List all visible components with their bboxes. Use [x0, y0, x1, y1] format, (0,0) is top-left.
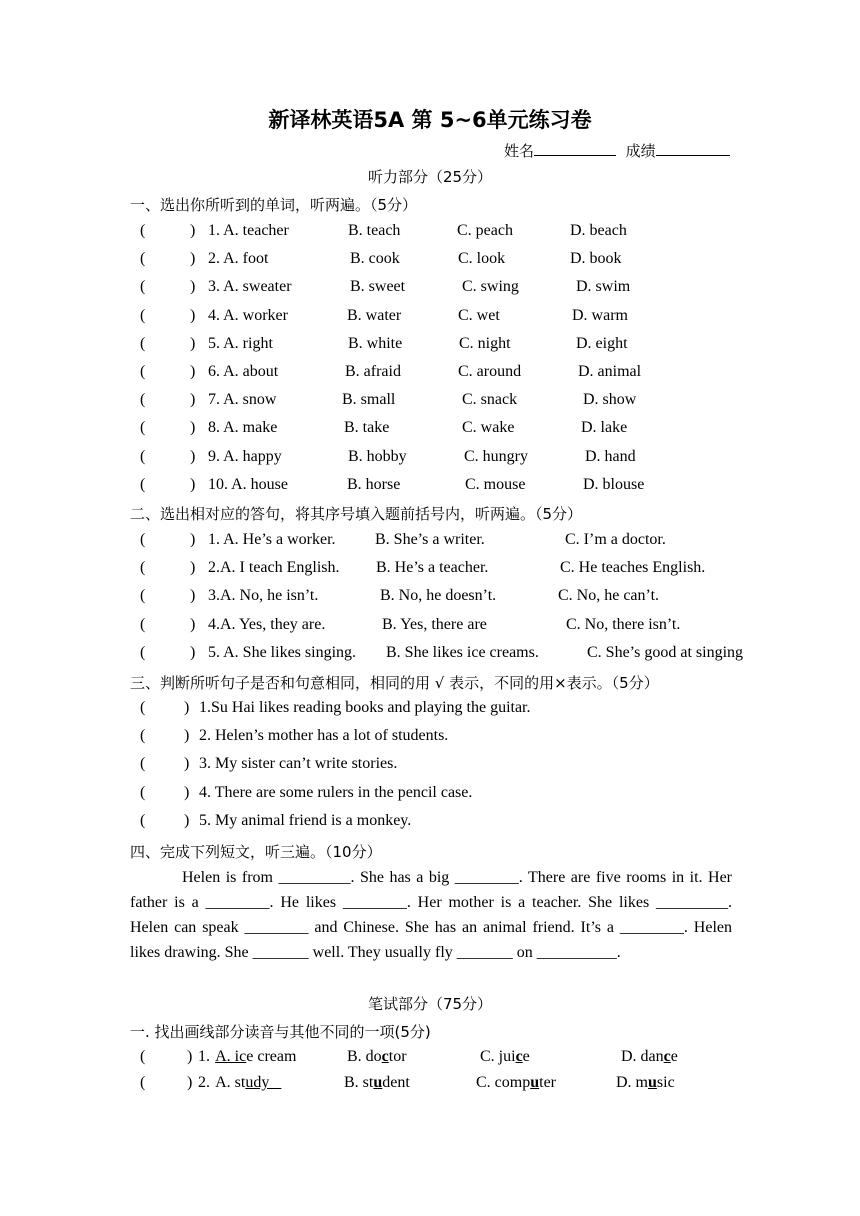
option-c: C. wet — [458, 306, 500, 324]
answer-paren-open[interactable]: ( — [140, 1074, 146, 1091]
answer-paren-close: ) — [190, 278, 196, 296]
option-c: C. peach — [457, 222, 513, 239]
answer-paren-close: ) — [190, 250, 196, 268]
option-b: B. small — [342, 391, 396, 409]
answer-paren-open[interactable]: ( — [140, 783, 146, 801]
answer-paren-open[interactable]: ( — [140, 419, 146, 437]
answer-paren-open[interactable]: ( — [140, 559, 146, 577]
underlined-letters: u — [373, 1074, 383, 1091]
score-blank[interactable] — [656, 141, 730, 156]
option-d: D. swim — [576, 278, 631, 296]
option-c: C. No, there isn’t. — [566, 615, 681, 633]
option-d: D. beach — [570, 222, 627, 239]
option-b: B. horse — [347, 475, 401, 493]
option-text: sic — [656, 1074, 675, 1091]
part3-row — [140, 755, 860, 779]
written-part1-row — [140, 1048, 860, 1072]
option-b: B. She likes ice creams. — [386, 643, 539, 661]
part1-row — [140, 335, 860, 359]
option-c: C. hungry — [464, 447, 528, 465]
option-text: C. jui — [480, 1048, 516, 1065]
answer-paren-close: ) — [190, 643, 196, 661]
option-c: C. He teaches English. — [560, 559, 706, 577]
written-part1-row — [140, 1074, 860, 1098]
option-b: B. She’s a writer. — [375, 531, 485, 548]
underlined-letters: udy — [245, 1074, 282, 1091]
answer-paren-close: ) — [190, 531, 196, 548]
answer-paren-close: ) — [190, 363, 196, 380]
answer-paren-open[interactable]: ( — [140, 363, 146, 380]
answer-paren-open[interactable]: ( — [140, 475, 146, 493]
part4-passage: Helen is from _________. She has a big ________. There are five rooms in it. Her father is a ________. He likes ________. Her mother is a teacher. She likes _________. Helen can speak ________ and Chinese. She has an animal friend. It’s a ________. Helen likes drawing. She _______ well. They usually fly _______ on __________. — [130, 869, 732, 961]
option-text: ter — [539, 1074, 556, 1091]
option-b: B. afraid — [345, 363, 401, 380]
answer-paren-close: ) — [190, 222, 196, 239]
statement: 2. Helen’s mother has a lot of students. — [199, 727, 449, 745]
answer-paren-open[interactable]: ( — [140, 643, 146, 661]
answer-paren-open[interactable]: ( — [140, 615, 146, 633]
part3-row — [140, 727, 860, 751]
option-c: C. She’s good at singing — [587, 643, 744, 661]
option-c: C. wake — [462, 419, 515, 437]
part3-row — [140, 699, 860, 723]
answer-paren-open[interactable]: ( — [140, 755, 146, 773]
option-a — [212, 1048, 296, 1066]
option-d: D. book — [570, 250, 622, 268]
option-a: 1. A. teacher — [208, 222, 289, 239]
option-a: 9. A. happy — [208, 447, 282, 465]
answer-paren-open[interactable]: ( — [140, 727, 146, 745]
part2-row — [140, 531, 860, 555]
part1-row — [140, 250, 860, 274]
option-b: B. hobby — [348, 447, 407, 465]
answer-paren-open[interactable]: ( — [140, 447, 146, 465]
statement: 1.Su Hai likes reading books and playing the guitar. — [199, 699, 531, 716]
option-d — [616, 1074, 675, 1092]
option-text: dent — [382, 1074, 410, 1091]
option-b: B. take — [344, 419, 390, 437]
answer-paren-close: ) — [190, 306, 196, 324]
answer-paren-close: ) — [190, 447, 196, 465]
statement: 4. There are some rulers in the pencil case. — [199, 783, 473, 801]
answer-paren-close: ) — [190, 559, 196, 577]
option-text: C. comp — [476, 1074, 531, 1091]
underlined-letters: c — [663, 1048, 671, 1065]
answer-paren-open[interactable]: ( — [140, 222, 146, 239]
option-c — [480, 1048, 530, 1066]
option-d: D. eight — [576, 334, 628, 352]
option-d — [621, 1048, 678, 1066]
option-b: B. cook — [350, 250, 400, 268]
part1-row — [140, 363, 860, 387]
part1-row — [140, 448, 860, 472]
option-c: C. snack — [462, 391, 518, 409]
option-a: 8. A. make — [208, 419, 278, 437]
underlined-letters: c — [381, 1048, 389, 1065]
part4-heading: 四、完成下列短文，听三遍。（10分） — [130, 843, 382, 861]
option-b: B. white — [348, 334, 403, 352]
answer-paren-open[interactable]: ( — [140, 391, 146, 409]
option-a — [212, 1074, 281, 1092]
answer-paren-open[interactable]: ( — [140, 306, 146, 324]
part1-heading: 一、选出你所听到的单词，听两遍。（5分） — [130, 196, 418, 214]
score-label: 成绩 — [625, 142, 656, 160]
option-b: B. No, he doesn’t. — [380, 587, 497, 605]
underlined-letters: u — [530, 1074, 540, 1091]
page-title: 新译林英语5A 第 5~6单元练习卷 — [268, 108, 592, 132]
underlined-letters: c — [515, 1048, 523, 1065]
answer-paren-close: ) — [190, 615, 196, 633]
option-c: C. night — [459, 334, 511, 352]
part1-row — [140, 307, 860, 331]
option-d: D. show — [583, 391, 637, 409]
option-c: C. look — [458, 250, 506, 268]
answer-paren-close: ) — [190, 419, 196, 437]
option-a: 5. A. She likes singing. — [208, 643, 357, 661]
option-b: B. teach — [348, 222, 401, 239]
answer-paren-open[interactable]: ( — [140, 531, 146, 548]
option-a: 5. A. right — [208, 334, 273, 352]
part3-row — [140, 784, 860, 808]
part2-row — [140, 587, 860, 611]
option-a: 2.A. I teach English. — [208, 559, 340, 577]
option-text: e cream — [246, 1048, 297, 1065]
answer-paren-open[interactable]: ( — [140, 278, 146, 296]
option-b: B. He’s a teacher. — [376, 559, 489, 577]
option-d: D. animal — [578, 363, 642, 380]
option-text: A. st — [212, 1074, 246, 1091]
name-score-line — [504, 140, 730, 161]
listening-header: 听力部分（25分） — [367, 168, 493, 186]
option-c — [476, 1074, 556, 1092]
answer-paren-close: ) — [187, 1074, 193, 1091]
part2-heading: 二、选出相对应的答句，将其序号填入题前括号内，听两遍。（5分） — [130, 505, 583, 523]
option-a: 3.A. No, he isn’t. — [208, 587, 319, 605]
underlined-letters: A. ic — [215, 1048, 247, 1065]
part1-row — [140, 391, 860, 415]
statement: 5. My animal friend is a monkey. — [199, 811, 412, 829]
answer-paren-open[interactable]: ( — [140, 811, 146, 829]
option-d: D. lake — [581, 419, 628, 437]
answer-paren-close: ) — [184, 811, 190, 829]
option-d: D. blouse — [583, 475, 645, 493]
name-blank[interactable] — [534, 141, 616, 156]
option-d: D. warm — [572, 306, 628, 324]
answer-paren-close: ) — [184, 699, 190, 716]
option-text: D. dan — [621, 1048, 664, 1065]
written-header: 笔试部分（75分） — [367, 995, 493, 1013]
statement: 3. My sister can’t write stories. — [199, 755, 398, 773]
item-number: 1. — [198, 1048, 210, 1065]
option-text: e — [670, 1048, 678, 1065]
option-c: C. No, he can’t. — [558, 587, 660, 605]
option-c: C. around — [458, 363, 522, 380]
answer-paren-open[interactable]: ( — [140, 587, 146, 605]
item-number: 2. — [198, 1074, 210, 1091]
option-a: 1. A. He’s a worker. — [208, 531, 336, 548]
option-b — [347, 1048, 407, 1066]
option-c: C. I’m a doctor. — [565, 531, 666, 548]
option-a: 6. A. about — [208, 363, 279, 380]
part1-row — [140, 222, 860, 246]
option-d: D. hand — [585, 447, 636, 465]
option-a: 4.A. Yes, they are. — [208, 615, 326, 633]
option-b — [344, 1074, 410, 1092]
answer-paren-close: ) — [190, 391, 196, 409]
answer-paren-open[interactable]: ( — [140, 699, 146, 716]
answer-paren-open[interactable]: ( — [140, 334, 146, 352]
option-text: tor — [388, 1048, 407, 1065]
written-part1-heading: 一. 找出画线部分读音与其他不同的一项(5分) — [130, 1023, 431, 1041]
answer-paren-open[interactable]: ( — [140, 1048, 146, 1065]
option-b: B. sweet — [350, 278, 406, 296]
underlined-letters: u — [648, 1074, 657, 1091]
answer-paren-open[interactable]: ( — [140, 250, 146, 268]
part3-heading: 三、判断所听句子是否和句意相同，相同的用 √ 表示，不同的用×表示。（5分） — [130, 674, 659, 692]
part1-row — [140, 419, 860, 443]
option-b: B. water — [347, 306, 402, 324]
option-a: 10. A. house — [208, 475, 288, 493]
option-c: C. swing — [462, 278, 519, 296]
part2-row — [140, 559, 860, 583]
option-c: C. mouse — [465, 475, 526, 493]
answer-paren-close: ) — [184, 755, 190, 773]
part1-row — [140, 476, 860, 500]
part2-row — [140, 644, 860, 668]
name-label: 姓名 — [504, 142, 535, 160]
option-a: 3. A. sweater — [208, 278, 292, 296]
answer-paren-close: ) — [187, 1048, 193, 1065]
option-b: B. Yes, there are — [382, 615, 487, 633]
option-a: 4. A. worker — [208, 306, 288, 324]
option-text: B. st — [344, 1074, 374, 1091]
option-a: 7. A. snow — [208, 391, 277, 409]
option-text: B. do — [347, 1048, 382, 1065]
option-text: e — [522, 1048, 530, 1065]
part1-row — [140, 278, 860, 302]
option-a: 2. A. foot — [208, 250, 269, 268]
part2-row — [140, 616, 860, 640]
part3-row — [140, 812, 860, 836]
answer-paren-close: ) — [190, 475, 196, 493]
option-text: D. m — [616, 1074, 648, 1091]
answer-paren-close: ) — [184, 783, 190, 801]
answer-paren-close: ) — [190, 587, 196, 605]
answer-paren-close: ) — [190, 334, 196, 352]
answer-paren-close: ) — [184, 727, 190, 745]
